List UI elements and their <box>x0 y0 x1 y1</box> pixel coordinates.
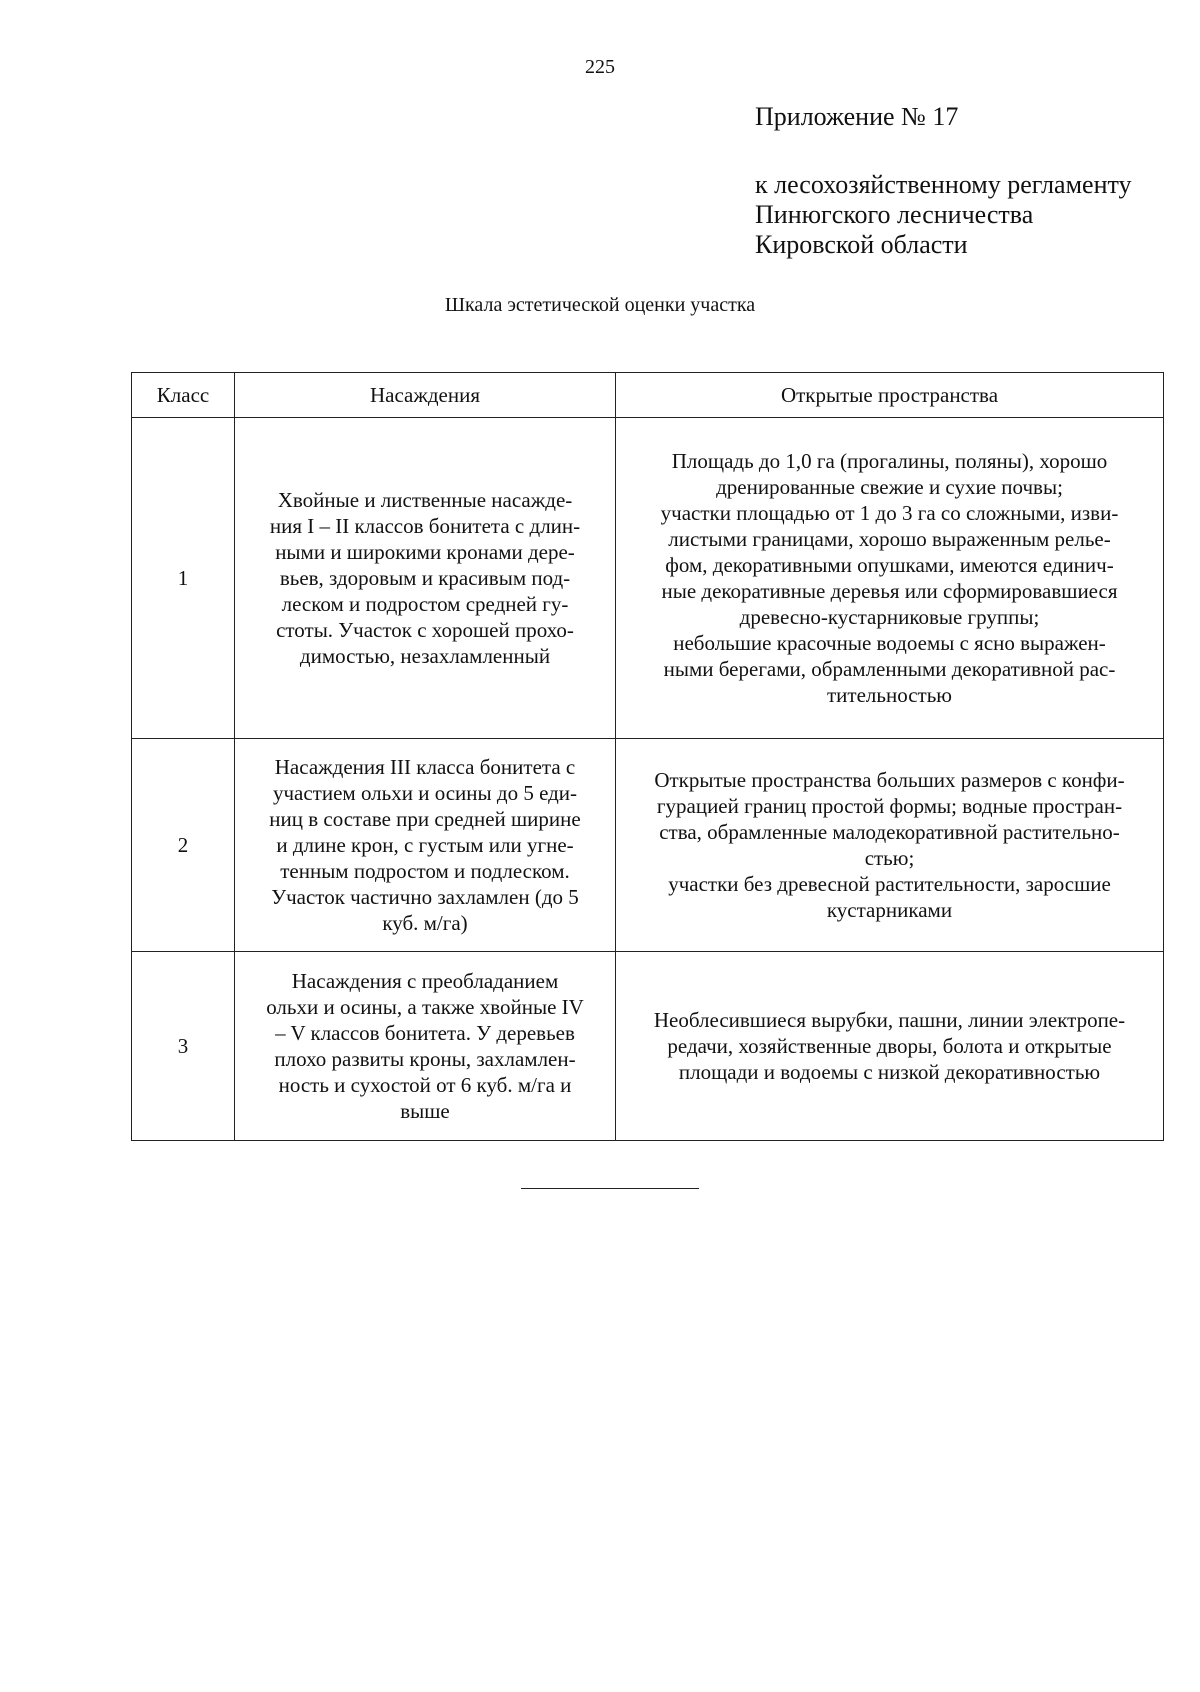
cell-line: тительностью <box>827 683 952 707</box>
table-row <box>132 739 1164 952</box>
cell-line: Необлесившиеся вырубки, пашни, линии электропе- <box>653 1008 1126 1032</box>
cell-line: ния I – II классов бонитета с длин- <box>269 514 581 538</box>
cell-line: Площадь до 1,0 га (прогалины, поляны), хорошо <box>671 449 1108 473</box>
cell-line: площади и водоемы с низкой декоративностью <box>678 1060 1101 1084</box>
cell-line: выше <box>400 1099 450 1123</box>
cell-line: древесно-кустарниковые группы; <box>739 605 1040 629</box>
header-class: Класс <box>132 373 235 418</box>
cell-line: ства, обрамленные малодекоративной растительно- <box>659 820 1120 844</box>
header-open-spaces: Открытые пространства <box>616 373 1164 418</box>
cell-line: Насаждения с преобладанием <box>291 969 559 993</box>
cell-line: участием ольхи и осины до 5 еди- <box>272 781 578 805</box>
cell-line: стью; <box>864 846 915 870</box>
cell-line: плохо развиты кроны, захламлен- <box>274 1047 576 1071</box>
cell-line: участки площадью от 1 до 3 га со сложными, изви- <box>660 501 1119 525</box>
class-cell: 1 <box>132 418 235 739</box>
document-title: Шкала эстетической оценки участка <box>444 294 756 316</box>
cell-line: листыми границами, хорошо выраженным релье- <box>668 527 1111 551</box>
cell-line: дренированные свежие и сухие почвы; <box>716 475 1063 499</box>
cell-line: леском и подростом средней гу- <box>281 592 569 616</box>
class-cell: 2 <box>132 739 235 952</box>
header-stands: Насаждения <box>235 373 616 418</box>
cell-line: куб. м/га) <box>382 911 468 935</box>
table-row <box>132 418 1164 739</box>
cell-line: димостью, незахламленный <box>299 644 551 668</box>
appendix-line: Пинюгского лесничества <box>755 200 1034 229</box>
cell-line: и длине крон, с густым или угне- <box>276 833 574 857</box>
class-cell: 3 <box>132 952 235 1141</box>
cell-line: Открытые пространства больших размеров с конфи- <box>654 768 1125 792</box>
cell-line: участки без древесной растительности, заросшие <box>668 872 1111 896</box>
cell-line: ольхи и осины, а также хвойные IV <box>266 995 584 1019</box>
end-divider <box>521 1188 699 1189</box>
cell-line: тенным подростом и подлеском. <box>280 859 570 883</box>
open-spaces-cell <box>616 739 1164 952</box>
stands-cell <box>235 739 616 952</box>
page-number: 225 <box>585 56 615 78</box>
cell-line: Участок частично захламлен (до 5 <box>271 885 579 909</box>
table-row <box>132 952 1164 1141</box>
open-spaces-cell <box>616 418 1164 739</box>
stands-cell <box>235 952 616 1141</box>
table-header-row <box>132 373 1164 418</box>
cell-line: ными берегами, обрамленными декоративной рас- <box>663 657 1116 681</box>
cell-line: гурацией границ простой формы; водные простран- <box>656 794 1123 818</box>
cell-line: небольшие красочные водоемы с ясно выражен- <box>673 631 1106 655</box>
appendix-line: Кировской области <box>755 230 968 259</box>
cell-line: ные декоративные деревья или сформировавшиеся <box>661 579 1118 603</box>
cell-line: Хвойные и лиственные насажде- <box>277 488 573 512</box>
cell-line: вьев, здоровым и красивым под- <box>279 566 571 590</box>
stands-cell <box>235 418 616 739</box>
appendix-title: Приложение № 17 <box>755 102 959 131</box>
cell-line: – V классов бонитета. У деревьев <box>275 1021 575 1045</box>
cell-line: ниц в составе при средней ширине <box>269 807 581 831</box>
appendix-block <box>755 102 1132 260</box>
cell-line: фом, декоративными опушками, имеются единич- <box>665 553 1114 577</box>
open-spaces-cell <box>616 952 1164 1141</box>
cell-line: Насаждения III класса бонитета с <box>274 755 576 779</box>
cell-line: ность и сухостой от 6 куб. м/га и <box>278 1073 572 1097</box>
cell-line: стоты. Участок с хорошей прохо- <box>276 618 574 642</box>
cell-line: ными и широкими кронами дере- <box>275 540 575 564</box>
appendix-line: к лесохозяйственному регламенту <box>755 170 1132 199</box>
aesthetic-scale-table <box>131 372 1164 1141</box>
cell-line: редачи, хозяйственные дворы, болота и открытые <box>667 1034 1112 1058</box>
cell-line: кустарниками <box>826 898 953 922</box>
